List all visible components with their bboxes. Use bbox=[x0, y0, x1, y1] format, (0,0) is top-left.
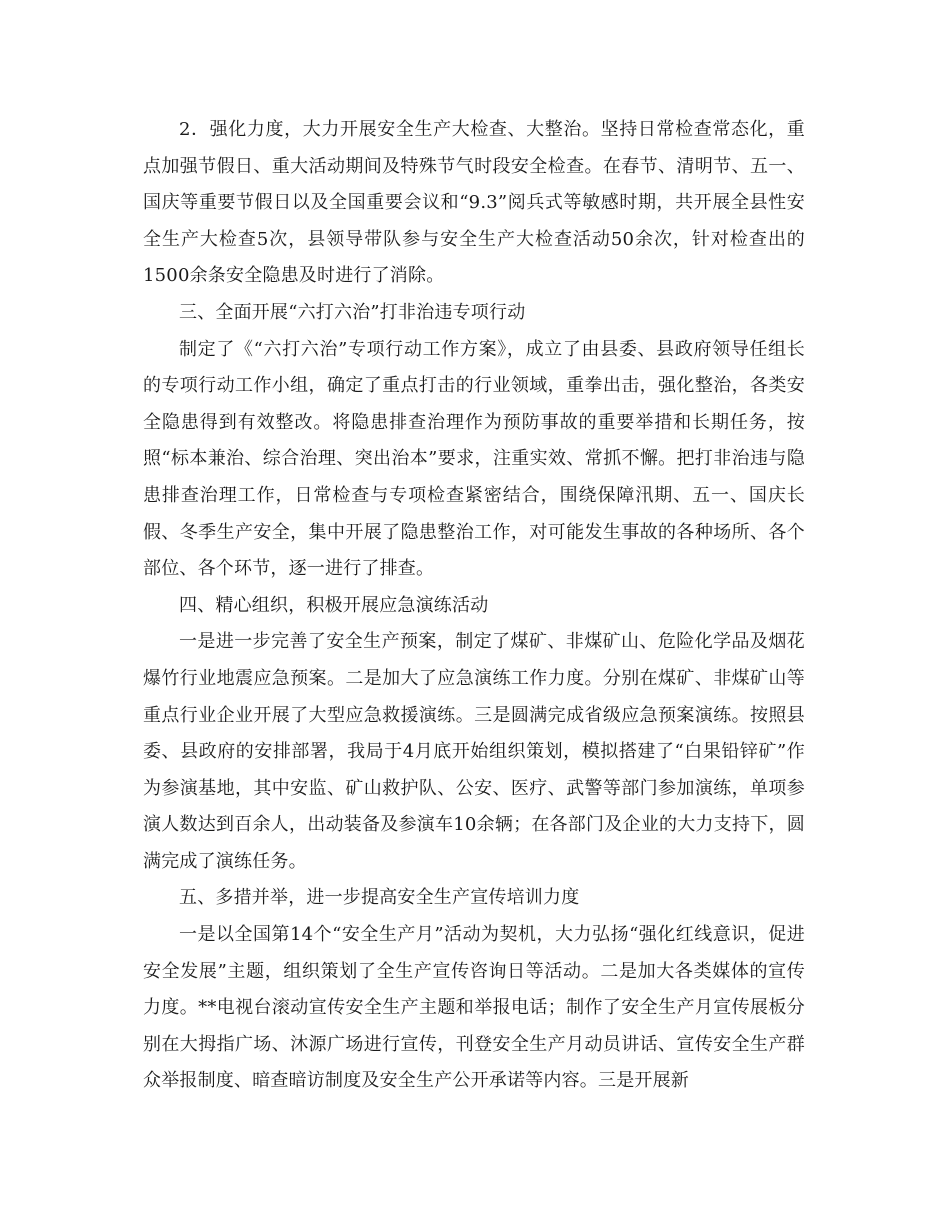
paragraph-emergency-drill: 一是进一步完善了安全生产预案，制定了煤矿、非煤矿山、危险化学品及烟花爆竹行业地震应急预案。二是加大了应急演练工作力度。分别在煤矿、非煤矿山等重点行业企业开展了大型应急救援演练。三是圆满完成省级应急预案演练。按照县委、县政府的安排部署，我局于4月底开始组织策划，模拟搭建了“白果铅锌矿”作为参演基地，其中安监、矿山救护队、公安、医疗、武警等部门参加演练，单项参演人数达到百余人，出动装备及参演车10余辆；在各部门及企业的大力支持下，圆满完成了演练任务。 bbox=[143, 631, 805, 872]
paragraph-inspection: 2．强化力度，大力开展安全生产大检查、大整治。坚持日常检查常态化，重点加强节假日、重大活动期间及特殊节气时段安全检查。在春节、清明节、五一、国庆等重要节假日以及全国重要会议和“9.3”阅兵式等敏感时期，共开展全县性安全生产大检查5次，县领导带队参与安全生产大检查活动50余次，针对检查出的1500余条安全隐患及时进行了消除。 bbox=[143, 119, 805, 287]
paragraph-publicity-training: 一是以全国第14个“安全生产月”活动为契机，大力弘扬“强化红线意识，促进安全发展”主题，组织策划了全生产宣传咨询日等活动。二是加大各类媒体的宣传力度。**电视台滚动宣传安全生产主题和举报电话；制作了安全生产月宣传展板分别在大拇指广场、沐源广场进行宣传，刊登安全生产月动员讲话、宣传安全生产群众举报制度、暗查暗访制度及安全生产公开承诺等内容。三是开展新 bbox=[143, 924, 805, 1092]
section-heading-3: 三、全面开展“六打六治”打非治违专项行动 bbox=[179, 301, 526, 323]
section-heading-4: 四、精心组织，积极开展应急演练活动 bbox=[179, 594, 489, 616]
document-body bbox=[143, 112, 805, 1100]
paragraph-special-action: 制定了《“六打六治”专项行动工作方案》，成立了由县委、县政府领导任组长的专项行动工作小组，确定了重点打击的行业领域，重拳出击，强化整治，各类安全隐患得到有效整改。将隐患排查治理作为预防事故的重要举措和长期任务，按照“标本兼治、综合治理、突出治本”要求，注重实效、常抓不懈。把打非治违与隐患排查治理工作，日常检查与专项检查紧密结合，围绕保障汛期、五一、国庆长假、冬季生产安全，集中开展了隐患整治工作，对可能发生事故的各种场所、各个部位、各个环节，逐一进行了排查。 bbox=[143, 338, 805, 580]
section-heading-5: 五、多措并举，进一步提高安全生产宣传培训力度 bbox=[179, 887, 580, 909]
